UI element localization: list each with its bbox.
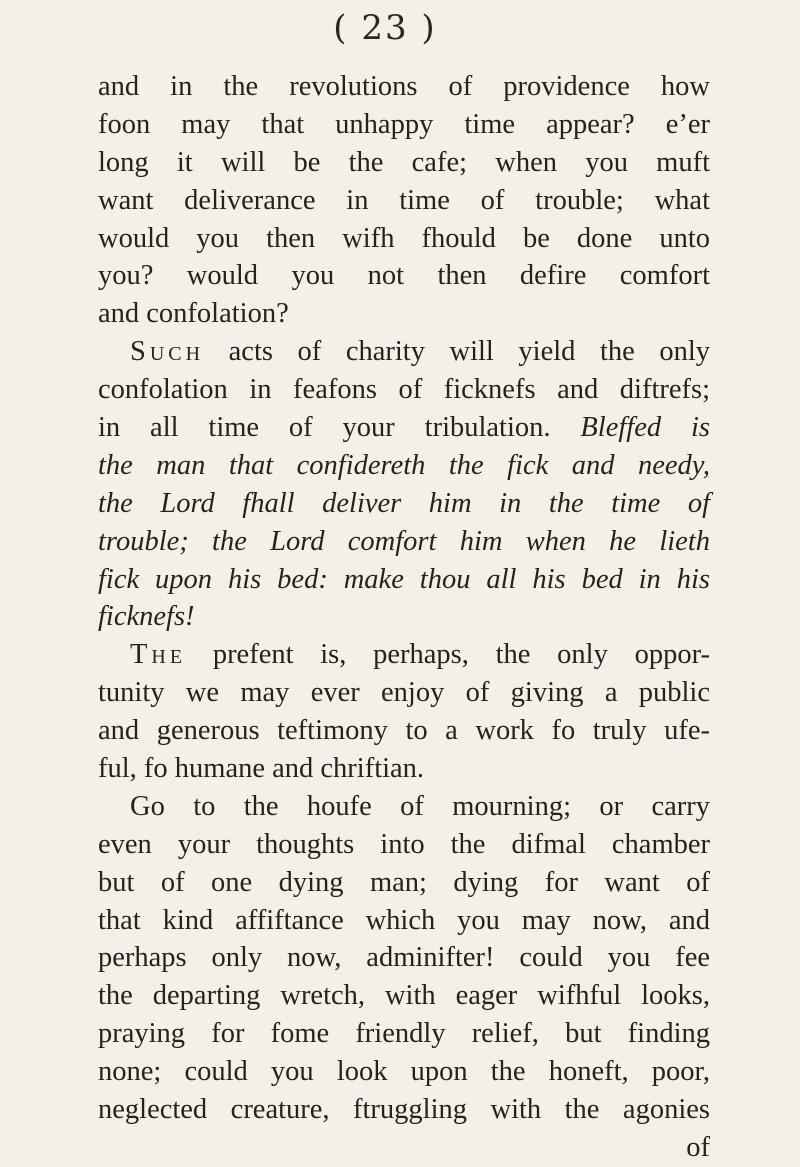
text-line: and generous teftimony to a work fo truly ufe- [98, 715, 710, 747]
quotation-line: trouble; the Lord comfort him when he lieth [98, 525, 710, 557]
text-line [98, 409, 710, 447]
text-line: foon may that unhappy time appear? e’er [98, 108, 710, 140]
text-line: even your thoughts into the difmal chamber [98, 828, 710, 860]
text-line: and confolation? [98, 298, 289, 330]
text-line: you? would you not then defire comfort [98, 260, 710, 292]
text-line: that kind affiftance which you may now, and [98, 904, 710, 936]
text-line: the departing wretch, with eager wifhful looks, [98, 980, 710, 1012]
text-line: confolation in feafons of ficknefs and diftrefs; [98, 374, 710, 406]
text-line: and in the revolutions of providence how [98, 71, 710, 102]
quotation-line: the man that confidereth the fick and needy, [98, 449, 710, 481]
text-line: tunity we may ever enjoy of giving a public [98, 677, 710, 709]
body-text [98, 68, 710, 1167]
text-line: neglected creature, ftruggling with the agonies [98, 1094, 710, 1126]
quotation-line: fick upon his bed: make thou all his bed in his [98, 563, 710, 595]
page-number: ( 23 ) [333, 8, 437, 48]
paragraph-start-line: Go to the houfe of mourning; or carry [130, 790, 710, 822]
paragraph-lead-word: The [130, 639, 187, 671]
text-line: praying for fome friendly relief, but finding [98, 1018, 710, 1050]
text-span: in all time of your tribulation. [98, 412, 581, 444]
text-line: perhaps only now, adminifter! could you fee [98, 942, 710, 974]
text-line: want deliverance in time of trouble; what [98, 184, 710, 216]
paragraph-lead-word: Such [130, 336, 205, 368]
catchword: of [686, 1131, 710, 1163]
text-span: prefent is, perhaps, the only oppor- [186, 639, 710, 671]
text-span: acts of charity will yield the only [204, 336, 710, 368]
paragraph-start-line [98, 636, 710, 674]
text-line: ful, fo humane and chriftian. [98, 753, 425, 785]
paragraph-start-line [98, 333, 710, 371]
text-line: long it will be the cafe; when you muft [98, 146, 710, 178]
text-line: but of one dying man; dying for want of [98, 866, 710, 898]
quotation-line: ficknefs! [98, 601, 195, 633]
text-line: would you then wifh fhould be done unto [98, 222, 710, 254]
quotation-span: Bleffed is [580, 412, 710, 444]
text-line: none; could you look upon the honeft, poor, [98, 1056, 710, 1088]
quotation-line: the Lord fhall deliver him in the time of [98, 487, 710, 519]
